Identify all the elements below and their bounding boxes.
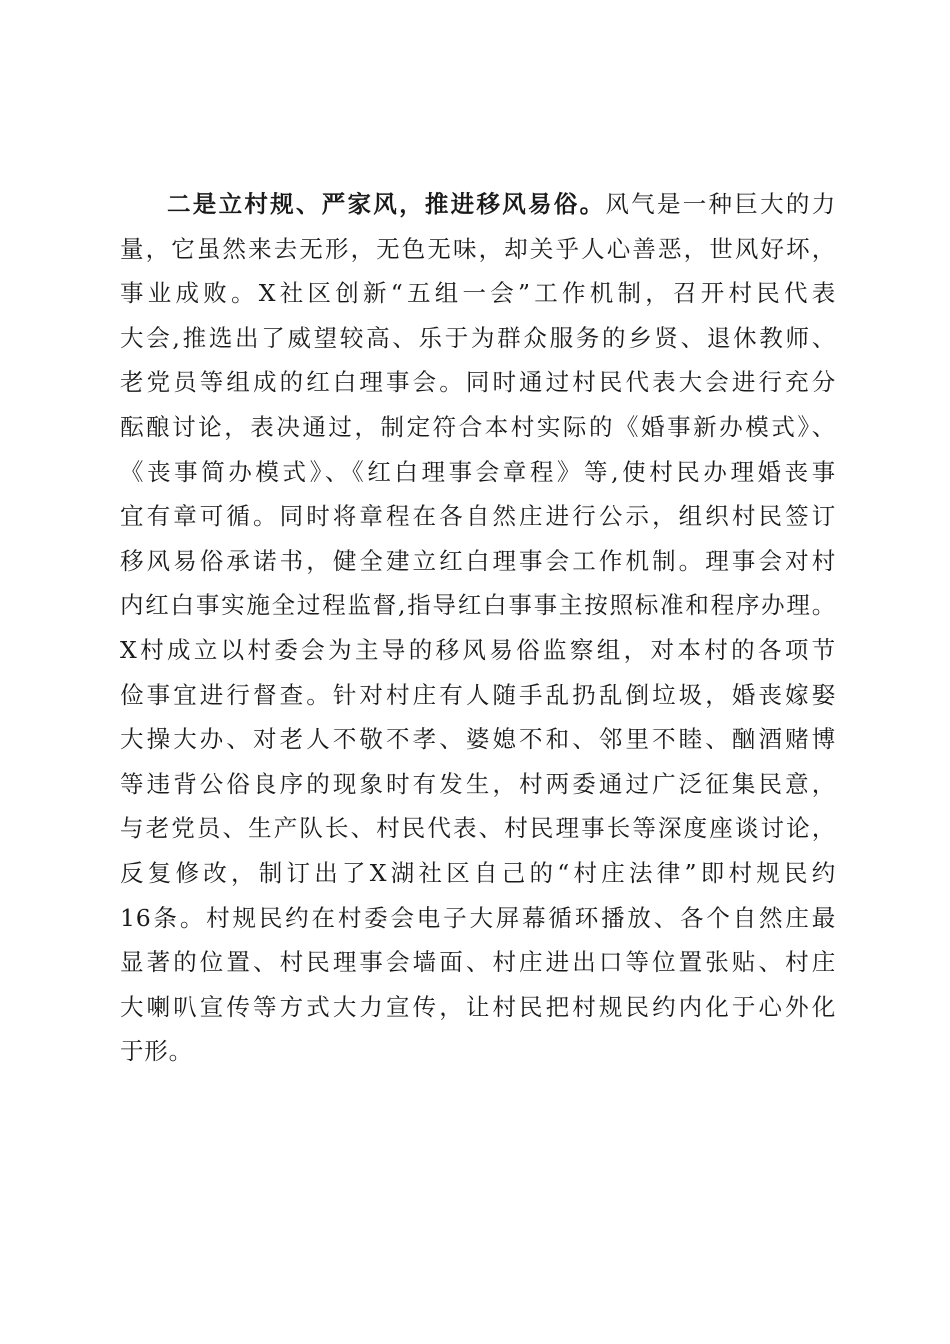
paragraph-line: 俭事宜进行督查。针对村庄有人随手乱扔乱倒垃圾，婚丧嫁娶 xyxy=(120,680,836,709)
paragraph-line: 《丧事简办模式》、《红白理事会章程》等,使村民办理婚丧事 xyxy=(120,457,836,486)
paragraph-heading: 二是立村规、严家风，推进移风易俗。 xyxy=(167,190,606,218)
paragraph-line: 大会,推选出了威望较高、乐于为群众服务的乡贤、退休教师、 xyxy=(120,323,836,352)
paragraph-line: 显著的位置、村民理事会墙面、村庄进出口等位置张贴、村庄 xyxy=(120,948,836,977)
paragraph-line: X村成立以村委会为主导的移风易俗监察组，对本村的各项节 xyxy=(120,635,836,664)
paragraph-line: 16条。村规民约在村委会电子大屏幕循环播放、各个自然庄最 xyxy=(120,903,836,932)
paragraph-line: 量，它虽然来去无形，无色无味，却关乎人心善恶，世风好坏， xyxy=(120,234,836,263)
paragraph-line-1 xyxy=(120,182,836,227)
paragraph-line: 事业成败。X社区创新“五组一会”工作机制，召开村民代表 xyxy=(120,279,836,308)
body-paragraph xyxy=(120,182,836,1074)
paragraph-line: 与老党员、生产队长、村民代表、村民理事长等深度座谈讨论， xyxy=(120,814,836,843)
paragraph-line: 大喇叭宣传等方式大力宣传，让村民把村规民约内化于心外化 xyxy=(120,992,836,1021)
paragraph-line: 等违背公俗良序的现象时有发生，村两委通过广泛征集民意， xyxy=(120,769,836,798)
paragraph-line: 宜有章可循。同时将章程在各自然庄进行公示，组织村民签订 xyxy=(120,502,836,531)
paragraph-line: 老党员等组成的红白理事会。同时通过村民代表大会进行充分 xyxy=(120,368,836,397)
paragraph-line: 移风易俗承诺书，健全建立红白理事会工作机制。理事会对村 xyxy=(120,546,836,575)
paragraph-text: 风气是一种巨大的力 xyxy=(605,190,836,218)
paragraph-line: 反复修改，制订出了X湖社区自己的“村庄法律”即村规民约 xyxy=(120,858,836,887)
paragraph-line: 大操大办、对老人不敬不孝、婆媳不和、邻里不睦、酗酒赌博 xyxy=(120,725,836,754)
paragraph-line-last: 于形。 xyxy=(120,1037,193,1066)
paragraph-line: 酝酿讨论，表决通过，制定符合本村实际的《婚事新办模式》、 xyxy=(120,412,836,441)
paragraph-line: 内红白事实施全过程监督,指导红白事事主按照标准和程序办理。 xyxy=(120,591,836,620)
